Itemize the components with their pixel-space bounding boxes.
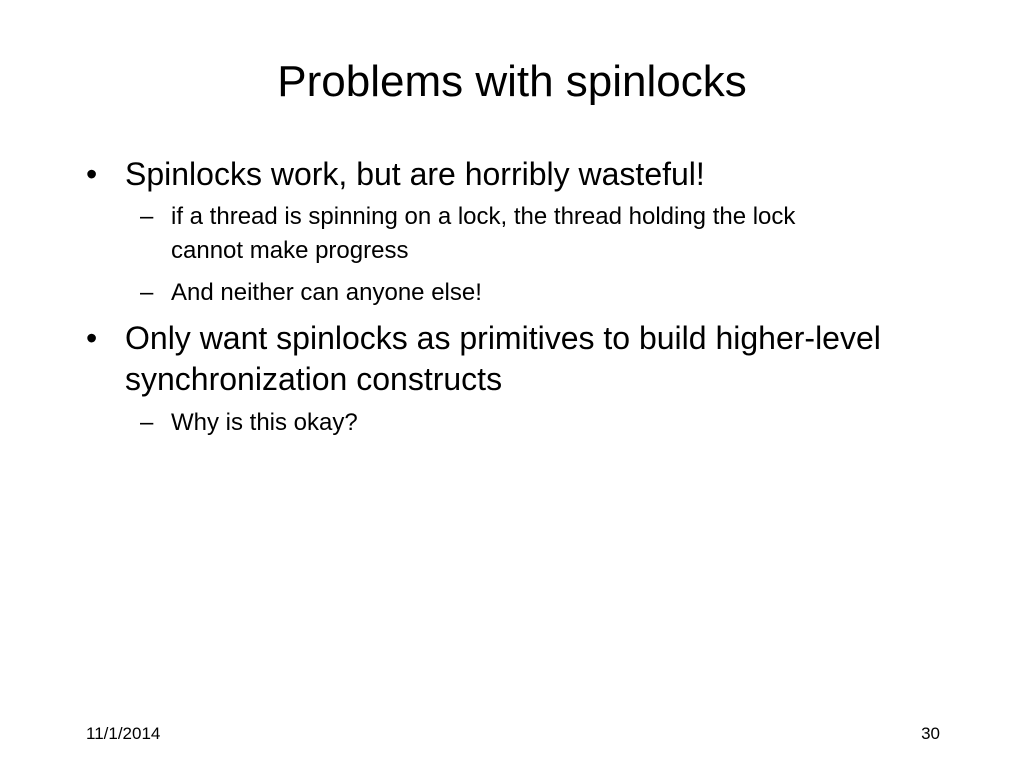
sub-bullet-marker: – bbox=[140, 409, 154, 436]
bullet-2-line-2: synchronization constructs bbox=[125, 361, 503, 397]
sub-bullet-1-1-line-2: cannot make progress bbox=[171, 237, 409, 264]
footer-page-number: 30 bbox=[921, 724, 940, 743]
bullet-marker: • bbox=[86, 156, 98, 192]
bullet-2-line-1: Only want spinlocks as primitives to build higher-level bbox=[125, 320, 881, 356]
sub-bullet-marker: – bbox=[140, 203, 154, 230]
sub-bullet-1-2-text: And neither can anyone else! bbox=[171, 279, 482, 306]
sub-bullet-2-1-text: Why is this okay? bbox=[171, 409, 358, 436]
sub-bullet-1-1-line-1: if a thread is spinning on a lock, the thread holding the lock bbox=[171, 203, 796, 230]
footer-date: 11/1/2014 bbox=[86, 724, 161, 743]
slide-title: Problems with spinlocks bbox=[277, 57, 747, 106]
bullet-marker: • bbox=[86, 320, 98, 356]
bullet-1-text: Spinlocks work, but are horribly wasteful! bbox=[125, 156, 705, 192]
sub-bullet-marker: – bbox=[140, 279, 154, 306]
